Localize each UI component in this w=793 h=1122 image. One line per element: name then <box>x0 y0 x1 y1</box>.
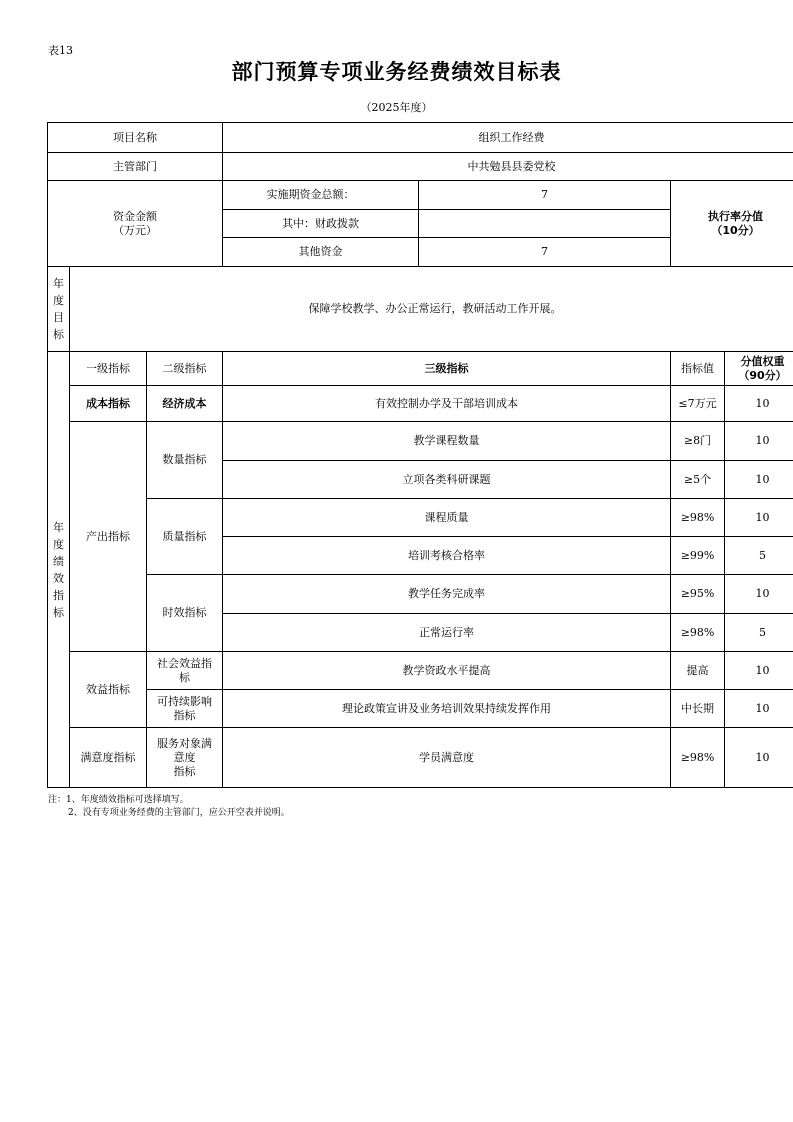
sustainable-level2 <box>147 690 223 728</box>
funds-other-value: 7 <box>419 238 671 267</box>
row-output-timeliness-1 <box>48 575 793 614</box>
satisfaction-level2 <box>147 728 223 788</box>
quality-value-1: ≥98% <box>671 499 725 537</box>
timeliness-value-1: ≥95% <box>671 575 725 614</box>
benefit-level1: 效益指标 <box>70 652 147 728</box>
quantity-weight-1: 10 <box>725 422 793 461</box>
col-weight-line1: 分值权重 <box>740 354 785 368</box>
department-label: 主管部门 <box>48 153 223 181</box>
project-name-label: 项目名称 <box>48 123 223 153</box>
col-level3-header: 三级指标 <box>223 352 671 386</box>
satisfaction-weight: 10 <box>725 728 793 788</box>
footnote-2: 2、没有专项业务经费的主管部门，应公开空表并说明。 <box>68 808 290 818</box>
row-funds-total <box>48 181 793 210</box>
quantity-value-1: ≥8门 <box>671 422 725 461</box>
project-name-value: 组织工作经费 <box>223 123 793 153</box>
footnotes <box>48 794 290 820</box>
funds-fiscal-label: 其中：财政拨款 <box>223 210 419 238</box>
execution-rate-line2: （10分） <box>711 223 760 237</box>
performance-target-table <box>47 122 793 788</box>
row-output-quantity-1 <box>48 422 793 461</box>
row-cost <box>48 386 793 422</box>
sustainable-level2-line1: 可持续影响 <box>157 694 213 708</box>
social-weight: 10 <box>725 652 793 690</box>
funds-label <box>48 181 223 267</box>
page-title: 部门预算专项业务经费绩效目标表 <box>231 60 562 84</box>
row-benefit-sustainable <box>48 690 793 728</box>
sustainable-level2-line2: 指标 <box>173 708 196 722</box>
sustainable-level3: 理论政策宣讲及业务培训效果持续发挥作用 <box>223 690 671 728</box>
social-level3: 教学资政水平提高 <box>223 652 671 690</box>
quality-level3-2: 培训考核合格率 <box>223 537 671 575</box>
execution-rate-line1: 执行率分值 <box>708 209 764 223</box>
row-output-quality-1 <box>48 499 793 537</box>
col-level2-header: 二级指标 <box>147 352 223 386</box>
annual-goal-text: 保障学校教学、办公正常运行，教研活动工作开展。 <box>70 267 793 352</box>
social-level2-line2: 标 <box>179 670 191 684</box>
satisfaction-level2-line3: 指标 <box>173 764 196 778</box>
sustainable-weight: 10 <box>725 690 793 728</box>
funds-label-line1: 资金金额 <box>113 209 158 223</box>
timeliness-weight-2: 5 <box>725 614 793 652</box>
col-level1-header: 一级指标 <box>70 352 147 386</box>
col-weight-line2: （90分） <box>738 368 787 382</box>
timeliness-value-2: ≥98% <box>671 614 725 652</box>
annual-goal-label: 年度目标 <box>48 267 70 352</box>
funds-total-label: 实施期资金总额： <box>223 181 419 210</box>
department-value: 中共勉县县委党校 <box>223 153 793 181</box>
quantity-level3-1: 教学课程数量 <box>223 422 671 461</box>
quantity-weight-2: 10 <box>725 461 793 499</box>
cost-level3: 有效控制办学及干部培训成本 <box>223 386 671 422</box>
satisfaction-level3: 学员满意度 <box>223 728 671 788</box>
quantity-level2: 数量指标 <box>147 422 223 499</box>
col-value-header: 指标值 <box>671 352 725 386</box>
sustainable-value: 中长期 <box>671 690 725 728</box>
quality-value-2: ≥99% <box>671 537 725 575</box>
satisfaction-value: ≥98% <box>671 728 725 788</box>
execution-rate-score <box>671 181 793 267</box>
funds-total-value: 7 <box>419 181 671 210</box>
timeliness-level3-2: 正常运行率 <box>223 614 671 652</box>
cost-level1: 成本指标 <box>70 386 147 422</box>
timeliness-level3-1: 教学任务完成率 <box>223 575 671 614</box>
row-indicator-header <box>48 352 793 386</box>
timeliness-weight-1: 10 <box>725 575 793 614</box>
satisfaction-level2-line2: 意度 <box>173 750 196 764</box>
quantity-level3-2: 立项各类科研课题 <box>223 461 671 499</box>
cost-value: ≤7万元 <box>671 386 725 422</box>
social-level2 <box>147 652 223 690</box>
quality-level3-1: 课程质量 <box>223 499 671 537</box>
row-benefit-social <box>48 652 793 690</box>
satisfaction-level2-line1: 服务对象满 <box>157 736 213 750</box>
quality-weight-1: 10 <box>725 499 793 537</box>
cost-weight: 10 <box>725 386 793 422</box>
social-value: 提高 <box>671 652 725 690</box>
row-satisfaction <box>48 728 793 788</box>
social-level2-line1: 社会效益指 <box>157 656 213 670</box>
quality-weight-2: 5 <box>725 537 793 575</box>
timeliness-level2: 时效指标 <box>147 575 223 652</box>
row-department <box>48 153 793 181</box>
row-project-name <box>48 123 793 153</box>
funds-fiscal-value <box>419 210 671 238</box>
quantity-value-2: ≥5个 <box>671 461 725 499</box>
footnote-1: 注：1、年度绩效指标可选择填写。 <box>48 795 189 805</box>
funds-label-line2: （万元） <box>113 223 158 237</box>
satisfaction-level1: 满意度指标 <box>70 728 147 788</box>
row-annual-goal <box>48 267 793 352</box>
cost-level2: 经济成本 <box>147 386 223 422</box>
funds-other-label: 其他资金 <box>223 238 419 267</box>
year-label: （2025年度） <box>360 101 433 114</box>
table-tag: 表13 <box>48 44 73 57</box>
indicators-section-label: 年度绩效指标 <box>48 352 70 788</box>
col-weight-header <box>725 352 793 386</box>
output-level1: 产出指标 <box>70 422 147 652</box>
quality-level2: 质量指标 <box>147 499 223 575</box>
